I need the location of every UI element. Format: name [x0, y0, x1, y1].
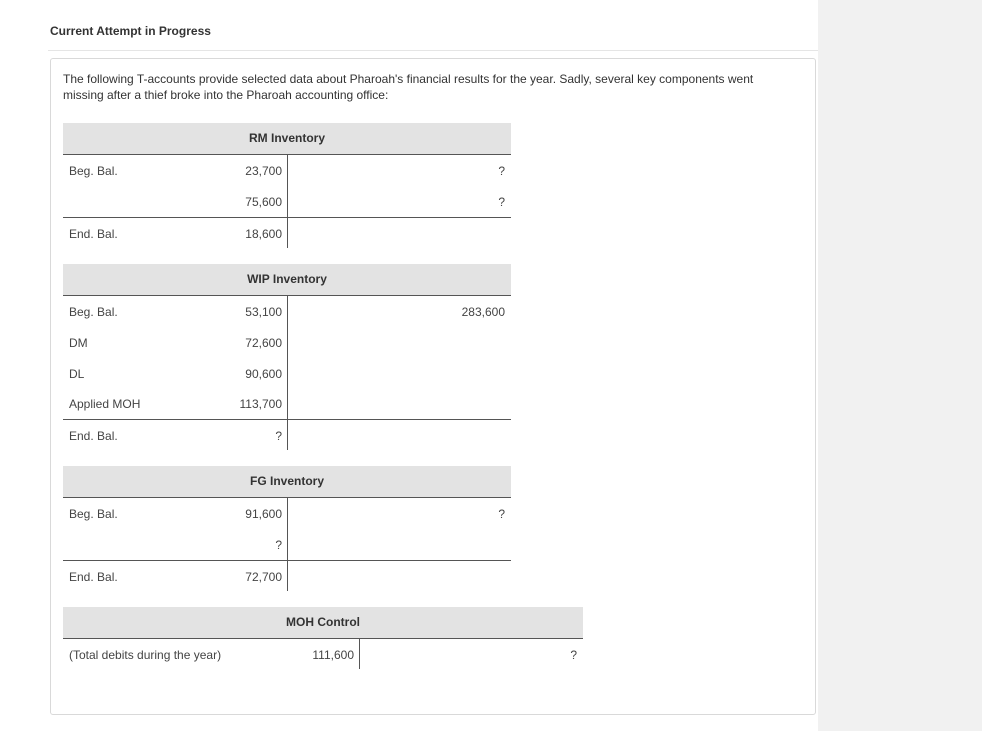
debit-value: 91,600 [245, 507, 282, 521]
t-account-divider [287, 498, 288, 591]
t-account-divider [287, 296, 288, 450]
t-account-title: RM Inventory [63, 123, 511, 155]
row-label: Beg. Bal. [69, 305, 118, 319]
t-account-moh-control [63, 607, 583, 670]
debit-value: 72,600 [245, 336, 282, 350]
row-label: Beg. Bal. [69, 507, 118, 521]
debit-value: ? [275, 538, 282, 552]
row-label: Beg. Bal. [69, 164, 118, 178]
debit-value: 53,100 [245, 305, 282, 319]
credit-value: ? [498, 507, 505, 521]
debit-value: 113,700 [239, 397, 282, 411]
row-label: DM [69, 336, 88, 350]
row-label: End. Bal. [69, 429, 118, 443]
row-label: End. Bal. [69, 570, 118, 584]
t-account-fg-inventory [63, 466, 511, 592]
t-account-divider [359, 639, 360, 669]
credit-value: ? [498, 195, 505, 209]
debit-value: 90,600 [245, 367, 282, 381]
credit-value: 283,600 [461, 305, 505, 319]
debit-value: 75,600 [245, 195, 282, 209]
t-account-title: WIP Inventory [63, 264, 511, 296]
question-card [50, 58, 816, 715]
credit-value: ? [570, 648, 577, 662]
t-account-row [63, 639, 583, 670]
t-account-title: MOH Control [63, 607, 583, 639]
debit-value: 18,600 [245, 227, 282, 241]
t-account-divider [287, 155, 288, 248]
t-account-rm-inventory [63, 123, 511, 249]
debit-value: 23,700 [245, 164, 282, 178]
row-label: End. Bal. [69, 227, 118, 241]
debit-value: ? [275, 429, 282, 443]
row-label: Applied MOH [69, 397, 141, 411]
debit-value: 111,600 [312, 648, 354, 662]
header-divider [48, 50, 818, 51]
attempt-title: Current Attempt in Progress [50, 24, 211, 38]
row-label: (Total debits during the year) [69, 648, 222, 662]
question-intro: The following T-accounts provide selected data about Pharoah's financial results for the year. Sadly, several key components went missing after a thief broke into the Pharoah accounting office: [63, 72, 754, 102]
t-account-title: FG Inventory [63, 466, 511, 498]
row-label: DL [69, 367, 85, 381]
debit-value: 72,700 [245, 570, 282, 584]
credit-value: ? [498, 164, 505, 178]
t-account-wip-inventory [63, 264, 511, 451]
